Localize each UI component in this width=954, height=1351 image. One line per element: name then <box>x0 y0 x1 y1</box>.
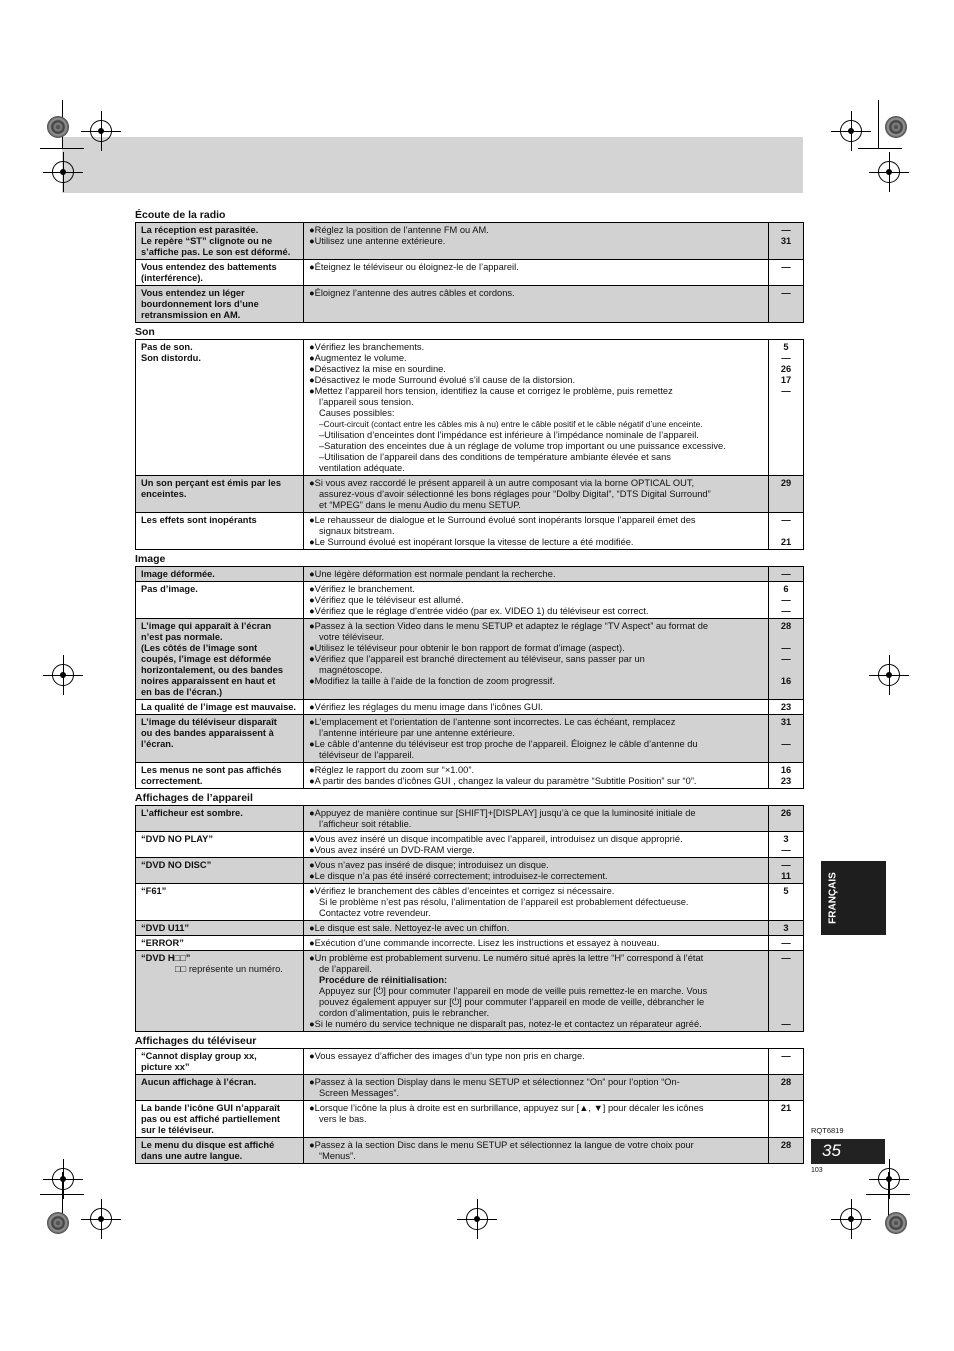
page-ref: — <box>781 606 791 616</box>
symptom-line: “DVD NO PLAY” <box>141 834 213 844</box>
symptom-line: Vous entendez un léger <box>141 288 245 298</box>
page-ref-cell <box>769 1075 804 1101</box>
page-ref-cell <box>769 1101 804 1138</box>
page-ref: — <box>781 288 791 298</box>
registration-disc-icon <box>47 116 69 138</box>
page-ref: 28 <box>780 1077 792 1087</box>
symptom-line: picture xx” <box>141 1062 190 1072</box>
symptom-cell <box>136 806 304 832</box>
remedy-line: de l’appareil. <box>319 964 372 974</box>
remedy-line: vers le bas. <box>319 1114 367 1124</box>
remedy-cell <box>304 286 769 323</box>
symptom-line: s’affiche pas. Le son est déformé. <box>141 247 291 257</box>
table-row <box>136 763 804 789</box>
table-row <box>136 340 804 476</box>
symptom-line: L’image du téléviseur disparaît <box>141 717 277 727</box>
remedy-line: ●Désactivez le mode Surround évolué s’il cause de la distorsion. <box>309 375 576 385</box>
remedy-cell <box>304 340 769 476</box>
remedy-line: magnétoscope. <box>319 665 383 675</box>
remedy-line: cordon d’alimentation, puis le rebrancher. <box>319 1008 490 1018</box>
symptom-line: “DVD U11” <box>141 923 190 933</box>
symptom-line: La bande l’icône GUI n’apparaît <box>141 1103 280 1113</box>
page-ref: 26 <box>780 808 792 818</box>
table-row <box>136 582 804 619</box>
symptom-cell <box>136 700 304 715</box>
remedy-cell <box>304 1138 769 1164</box>
page-ref-cell <box>769 921 804 936</box>
remedy-cell <box>304 951 769 1032</box>
remedy-line: ●L’emplacement et l’orientation de l’antenne sont incorrectes. Le cas échéant, remplacez <box>309 717 676 727</box>
remedy-line: ●Passez à la section Disc dans le menu SETUP et sélectionnez la langue de votre choix pour <box>309 1140 694 1150</box>
registration-mark-icon <box>840 1208 862 1230</box>
troubleshooting-table <box>135 805 804 1032</box>
symptom-line: retransmission en AM. <box>141 310 241 320</box>
remedy-line: assurez-vous d’avoir sélectionné les bons réglages pour “Dolby Digital”, “DTS Digital Surround” <box>319 489 711 499</box>
page-ref-cell <box>769 619 804 700</box>
remedy-line: ●Si le numéro du service technique ne disparaît pas, notez-le et contactez un réparateur agréé. <box>309 1019 702 1029</box>
symptom-cell <box>136 223 304 260</box>
page-ref-cell <box>769 260 804 286</box>
header-band <box>62 137 803 193</box>
table-row <box>136 513 804 550</box>
symptom-cell <box>136 567 304 582</box>
page-ref <box>771 975 801 986</box>
remedy-line: ●Le disque n’a pas été inséré correctement; introduisez-le correctement. <box>309 871 608 881</box>
symptom-line: ou des bandes apparaissent à <box>141 728 274 738</box>
remedy-line: ●Vous n’avez pas inséré de disque; introduisez un disque. <box>309 860 549 870</box>
symptom-line: Le repère “ST” clignote ou ne <box>141 236 273 246</box>
remedy-line: ●Le rehausseur de dialogue et le Surround évolué sont inopérants lorsque l’appareil émet des <box>309 515 696 525</box>
remedy-line: ●Augmentez le volume. <box>309 353 407 363</box>
table-row <box>136 951 804 1032</box>
page-ref-cell <box>769 1049 804 1075</box>
section-title: Affichages de l’appareil <box>135 792 253 804</box>
page-ref: 16 <box>780 765 792 775</box>
symptom-line: dans une autre langue. <box>141 1151 243 1161</box>
remedy-cell <box>304 582 769 619</box>
page-ref: — <box>781 860 791 870</box>
remedy-line: ventilation adéquate. <box>319 463 405 473</box>
page-ref-cell <box>769 340 804 476</box>
remedy-line: téléviseur de l’appareil. <box>319 750 415 760</box>
section-title: Image <box>135 553 166 565</box>
language-tab <box>821 861 886 935</box>
remedy-cell <box>304 832 769 858</box>
page-ref-cell <box>769 513 804 550</box>
symptom-line: La qualité de l’image est mauvaise. <box>141 702 297 712</box>
page-ref <box>771 665 801 676</box>
remedy-cell <box>304 763 769 789</box>
section-title: Son <box>135 326 155 338</box>
remedy-line: et “MPEG” dans le menu Audio du menu SETUP. <box>319 500 521 510</box>
remedy-line: –Utilisation d’enceintes dont l’impédance est inférieure à l’impédance nominale de l’appareil. <box>319 430 699 440</box>
remedy-line: ●Le disque est sale. Nettoyez-le avec un chiffon. <box>309 923 510 933</box>
page-ref: 28 <box>780 1140 792 1150</box>
troubleshooting-table <box>135 566 804 789</box>
table-row <box>136 921 804 936</box>
remedy-line: ●Lorsque l’icône la plus à droite est en surbrillance, appuyez sur [▲, ▼] pour décaler les icônes <box>309 1103 704 1113</box>
symptom-cell <box>136 936 304 951</box>
remedy-line: ●Vérifiez que le téléviseur est allumé. <box>309 595 464 605</box>
symptom-line: “DVD NO DISC” <box>141 860 212 870</box>
section-title: Écoute de la radio <box>135 209 226 221</box>
symptom-line: “ERROR” <box>141 938 184 948</box>
page-ref: — <box>781 643 791 653</box>
page-ref-cell <box>769 1138 804 1164</box>
symptom-cell <box>136 832 304 858</box>
remedy-line: ●Passez à la section Video dans le menu SETUP et adaptez le réglage “TV Aspect” au format de <box>309 621 709 631</box>
remedy-line: ●Passez à la section Display dans le menu SETUP et sélectionnez “On” pour l’option “On- <box>309 1077 680 1087</box>
symptom-cell <box>136 513 304 550</box>
registration-mark-icon <box>52 664 74 686</box>
remedy-cell <box>304 921 769 936</box>
remedy-line: signaux bitstream. <box>319 526 395 536</box>
remedy-line: l’appareil sous tension. <box>319 397 414 407</box>
remedy-cell <box>304 1075 769 1101</box>
symptom-line: Un son perçant est émis par les <box>141 478 282 488</box>
symptom-cell <box>136 715 304 763</box>
page-ref <box>771 526 801 537</box>
page-ref: — <box>781 386 791 396</box>
page-ref: 31 <box>780 236 792 246</box>
remedy-line: ●Éloignez l’antenne des autres câbles et cordons. <box>309 288 515 298</box>
symptom-cell <box>136 260 304 286</box>
remedy-line: ●Utilisez une antenne extérieure. <box>309 236 446 246</box>
page-ref <box>771 964 801 975</box>
remedy-line: ●Vérifiez les réglages du menu image dans l’icônes GUI. <box>309 702 544 712</box>
symptom-line: □□ représente un numéro. <box>175 964 283 974</box>
remedy-cell <box>304 715 769 763</box>
page-ref: — <box>781 938 791 948</box>
page-ref: — <box>781 262 791 272</box>
remedy-line: Contactez votre revendeur. <box>319 908 431 918</box>
page-ref: — <box>781 654 791 664</box>
page-ref-cell <box>769 858 804 884</box>
symptom-cell <box>136 286 304 323</box>
remedy-cell <box>304 619 769 700</box>
remedy-cell <box>304 884 769 921</box>
page-ref-cell <box>769 582 804 619</box>
page-ref-cell <box>769 951 804 1032</box>
remedy-line: ●A partir des bandes d’icônes GUI , changez la valeur du paramètre “Subtitle Position” sur “0”. <box>309 776 697 786</box>
remedy-cell <box>304 806 769 832</box>
registration-mark-icon <box>52 1168 74 1190</box>
symptom-line: Aucun affichage à l’écran. <box>141 1077 257 1087</box>
troubleshooting-table <box>135 222 804 323</box>
registration-mark-icon <box>840 120 862 142</box>
symptom-cell <box>136 858 304 884</box>
symptom-line: (interférence). <box>141 273 203 283</box>
symptom-line: “DVD H□□” <box>141 953 191 963</box>
table-row <box>136 715 804 763</box>
remedy-cell <box>304 223 769 260</box>
remedy-line: votre téléviseur. <box>319 632 385 642</box>
table-row <box>136 223 804 260</box>
page-ref: — <box>781 225 791 235</box>
model-code: RQT6819 <box>811 1126 844 1135</box>
remedy-line: ●Vérifiez les branchements. <box>309 342 425 352</box>
remedy-cell <box>304 567 769 582</box>
page-ref: — <box>781 845 791 855</box>
remedy-line: ●Le câble d’antenne du téléviseur est trop proche de l’appareil. Éloignez le câble d’antenne du <box>309 739 698 749</box>
symptom-cell <box>136 1075 304 1101</box>
page-ref: — <box>781 353 791 363</box>
symptom-cell <box>136 921 304 936</box>
remedy-line: Appuyez sur [⏻] pour commuter l’appareil en mode de veille puis remettez-le en marche. Vous <box>319 986 708 996</box>
remedy-line: Screen Messages”. <box>319 1088 400 1098</box>
page-ref: 5 <box>783 342 789 352</box>
symptom-cell <box>136 340 304 476</box>
registration-mark-icon <box>878 664 900 686</box>
symptom-line: “F61” <box>141 886 167 896</box>
symptom-cell <box>136 476 304 513</box>
table-row <box>136 260 804 286</box>
symptom-line: Pas de son. <box>141 342 193 352</box>
remedy-line: ●Mettez l’appareil hors tension, identifiez la cause et corrigez le problème, puis remettez <box>309 386 673 396</box>
remedy-line: ●Exécution d’une commande incorrecte. Lisez les instructions et essayez à nouveau. <box>309 938 660 948</box>
sub-page-number: 103 <box>811 1167 823 1174</box>
symptom-line: L’image qui apparaît à l’écran <box>141 621 272 631</box>
remedy-cell <box>304 936 769 951</box>
symptom-line: bourdonnement lors d’une <box>141 299 259 309</box>
symptom-line: correctement. <box>141 776 203 786</box>
remedy-line: ●Éteignez le téléviseur ou éloignez-le de l’appareil. <box>309 262 519 272</box>
remedy-line: ●Un problème est probablement survenu. Le numéro situé après la lettre “H” correspond à l’état <box>309 953 704 963</box>
symptom-line: Image déformée. <box>141 569 215 579</box>
symptom-cell <box>136 884 304 921</box>
symptom-line: (Les côtés de l’image sont <box>141 643 258 653</box>
remedy-cell <box>304 858 769 884</box>
page-ref: — <box>781 953 791 963</box>
table-row <box>136 619 804 700</box>
page-ref-cell <box>769 806 804 832</box>
language-tab-label: FRANÇAIS <box>827 872 839 924</box>
troubleshooting-content <box>135 206 805 1164</box>
registration-mark-icon <box>466 1208 488 1230</box>
remedy-line: l’afficheur soit rétablie. <box>319 819 412 829</box>
symptom-cell <box>136 951 304 1032</box>
symptom-line: horizontalement, ou des bandes <box>141 665 284 675</box>
symptom-line: Le menu du disque est affiché <box>141 1140 275 1150</box>
remedy-cell <box>304 1049 769 1075</box>
page-ref: — <box>781 595 791 605</box>
page-ref: — <box>781 515 791 525</box>
page-ref: — <box>781 569 791 579</box>
registration-mark-icon <box>52 161 74 183</box>
symptom-line: n’est pas normale. <box>141 632 223 642</box>
symptom-line: en bas de l’écran.) <box>141 687 223 697</box>
symptom-line: L’afficheur est sombre. <box>141 808 243 818</box>
remedy-line: Si le problème n’est pas résolu, l’alimentation de l’appareil est probablement défectueuse. <box>319 897 689 907</box>
page-ref: 16 <box>780 676 792 686</box>
remedy-line: ●Vous avez inséré un DVD-RAM vierge. <box>309 845 475 855</box>
symptom-cell <box>136 763 304 789</box>
registration-disc-icon <box>885 116 907 138</box>
symptom-line: Vous entendez des battements <box>141 262 277 272</box>
page-ref: 3 <box>783 923 789 933</box>
symptom-line: Les effets sont inopérants <box>141 515 257 525</box>
page-ref <box>771 728 801 739</box>
remedy-line: ●Vérifiez que l’appareil est branché directement au téléviseur, sans passer par un <box>309 654 645 664</box>
page-ref: 31 <box>780 717 792 727</box>
remedy-line: ●Réglez le rapport du zoom sur “×1.00”. <box>309 765 475 775</box>
registration-mark-icon <box>90 1208 112 1230</box>
remedy-line: ●Vous avez inséré un disque incompatible avec l’appareil, introduisez un disque approprié. <box>309 834 683 844</box>
page-ref <box>771 997 801 1008</box>
symptom-line: noires apparaissent en haut et <box>141 676 276 686</box>
table-row <box>136 700 804 715</box>
remedy-line: ●Réglez la position de l’antenne FM ou AM. <box>309 225 489 235</box>
symptom-line: sur le téléviseur. <box>141 1125 214 1135</box>
remedy-line: ●Une légère déformation est normale pendant la recherche. <box>309 569 556 579</box>
page-ref: 3 <box>783 834 789 844</box>
remedy-line: ●Désactivez la mise en sourdine. <box>309 364 446 374</box>
symptom-line: Les menus ne sont pas affichés <box>141 765 282 775</box>
remedy-line: ●Le Surround évolué est inopérant lorsque la vitesse de lecture a été modifiée. <box>309 537 634 547</box>
remedy-line: l’antenne intérieure par une antenne extérieure. <box>319 728 515 738</box>
remedy-line: ●Vérifiez que le réglage d’entrée vidéo (par ex. VIDEO 1) du téléviseur est correct. <box>309 606 649 616</box>
remedy-line: –Court-circuit (contact entre les câbles mis à nu) entre le câble positif et le câble négatif d’une enceinte. <box>319 419 703 429</box>
remedy-line: “Menus”. <box>319 1151 356 1161</box>
remedy-cell <box>304 260 769 286</box>
remedy-cell <box>304 513 769 550</box>
page-ref: 21 <box>780 537 792 547</box>
registration-disc-icon <box>47 1212 69 1234</box>
remedy-line: ●Appuyez de manière continue sur [SHIFT]+[DISPLAY] jusqu’à ce que la luminosité initiale de <box>309 808 696 818</box>
section-title: Affichages du téléviseur <box>135 1035 257 1047</box>
page-ref-cell <box>769 763 804 789</box>
symptom-cell <box>136 1138 304 1164</box>
symptom-line: Son distordu. <box>141 353 201 363</box>
page-ref-cell <box>769 884 804 921</box>
page-ref: 5 <box>783 886 789 896</box>
page-ref-cell <box>769 286 804 323</box>
table-row <box>136 567 804 582</box>
table-row <box>136 832 804 858</box>
page-ref-cell <box>769 567 804 582</box>
registration-mark-icon <box>878 1168 900 1190</box>
troubleshooting-table <box>135 339 804 550</box>
registration-mark-icon <box>878 161 900 183</box>
page-ref-cell <box>769 715 804 763</box>
table-row <box>136 936 804 951</box>
symptom-line: La réception est parasitée. <box>141 225 259 235</box>
table-row <box>136 1049 804 1075</box>
page-ref <box>771 986 801 997</box>
page-ref: 23 <box>780 776 792 786</box>
page-ref: 11 <box>781 871 791 881</box>
page-ref: 28 <box>780 621 792 631</box>
page-ref: 17 <box>780 375 792 385</box>
page-number: 35 <box>822 1141 841 1160</box>
symptom-cell <box>136 582 304 619</box>
page-ref-cell <box>769 832 804 858</box>
page-number-box <box>811 1139 885 1164</box>
symptom-cell <box>136 619 304 700</box>
page-ref: — <box>781 739 791 749</box>
page-ref <box>771 1008 801 1019</box>
remedy-line: Causes possibles: <box>319 408 395 418</box>
symptom-line: Pas d’image. <box>141 584 198 594</box>
page-ref: 26 <box>780 364 792 374</box>
page-ref: — <box>781 1019 791 1029</box>
remedy-line: ●Utilisez le téléviseur pour obtenir le bon rapport de format d’image (aspect). <box>309 643 625 653</box>
table-row <box>136 884 804 921</box>
table-row <box>136 806 804 832</box>
page-ref: 29 <box>780 478 792 488</box>
symptom-line: l’écran. <box>141 739 174 749</box>
page-ref: 6 <box>783 584 789 594</box>
remedy-line: ●Vérifiez le branchement. <box>309 584 415 594</box>
remedy-line: ●Si vous avez raccordé le présent appareil à un autre composant via la borne OPTICAL OUT, <box>309 478 695 488</box>
remedy-line: ●Vous essayez d’afficher des images d’un type non pris en charge. <box>309 1051 585 1061</box>
remedy-cell <box>304 700 769 715</box>
symptom-line: enceintes. <box>141 489 187 499</box>
page-ref <box>771 632 801 643</box>
remedy-line: –Utilisation de l’appareil dans des conditions de température ambiante élevée et sans <box>319 452 671 462</box>
symptom-line: “Cannot display group xx, <box>141 1051 257 1061</box>
table-row <box>136 476 804 513</box>
symptom-line: coupés, l’image est déformée <box>141 654 272 664</box>
page-ref-cell <box>769 476 804 513</box>
remedy-cell <box>304 476 769 513</box>
page-ref: — <box>781 1051 791 1061</box>
symptom-line: pas ou est affiché partiellement <box>141 1114 280 1124</box>
remedy-line: ●Modifiez la taille à l’aide de la fonction de zoom progressif. <box>309 676 555 686</box>
registration-mark-icon <box>90 120 112 142</box>
page-ref-cell <box>769 936 804 951</box>
remedy-line: ●Vérifiez le branchement des câbles d’enceintes et corrigez si nécessaire. <box>309 886 615 896</box>
registration-disc-icon <box>885 1212 907 1234</box>
troubleshooting-table <box>135 1048 804 1164</box>
table-row <box>136 1075 804 1101</box>
remedy-line: –Saturation des enceintes due à un réglage de volume trop important ou une puissance excessive. <box>319 441 726 451</box>
remedy-line: Procédure de réinitialisation: <box>319 975 448 985</box>
symptom-cell <box>136 1101 304 1138</box>
table-row <box>136 1101 804 1138</box>
page-ref: 23 <box>780 702 792 712</box>
table-row <box>136 286 804 323</box>
symptom-cell <box>136 1049 304 1075</box>
page-ref: 21 <box>780 1103 792 1113</box>
remedy-line: pouvez également appuyer sur [⏻] pour commuter l’appareil en mode de veille, débrancher le <box>319 997 705 1007</box>
table-row <box>136 1138 804 1164</box>
table-row <box>136 858 804 884</box>
page-ref-cell <box>769 223 804 260</box>
remedy-cell <box>304 1101 769 1138</box>
page-ref-cell <box>769 700 804 715</box>
